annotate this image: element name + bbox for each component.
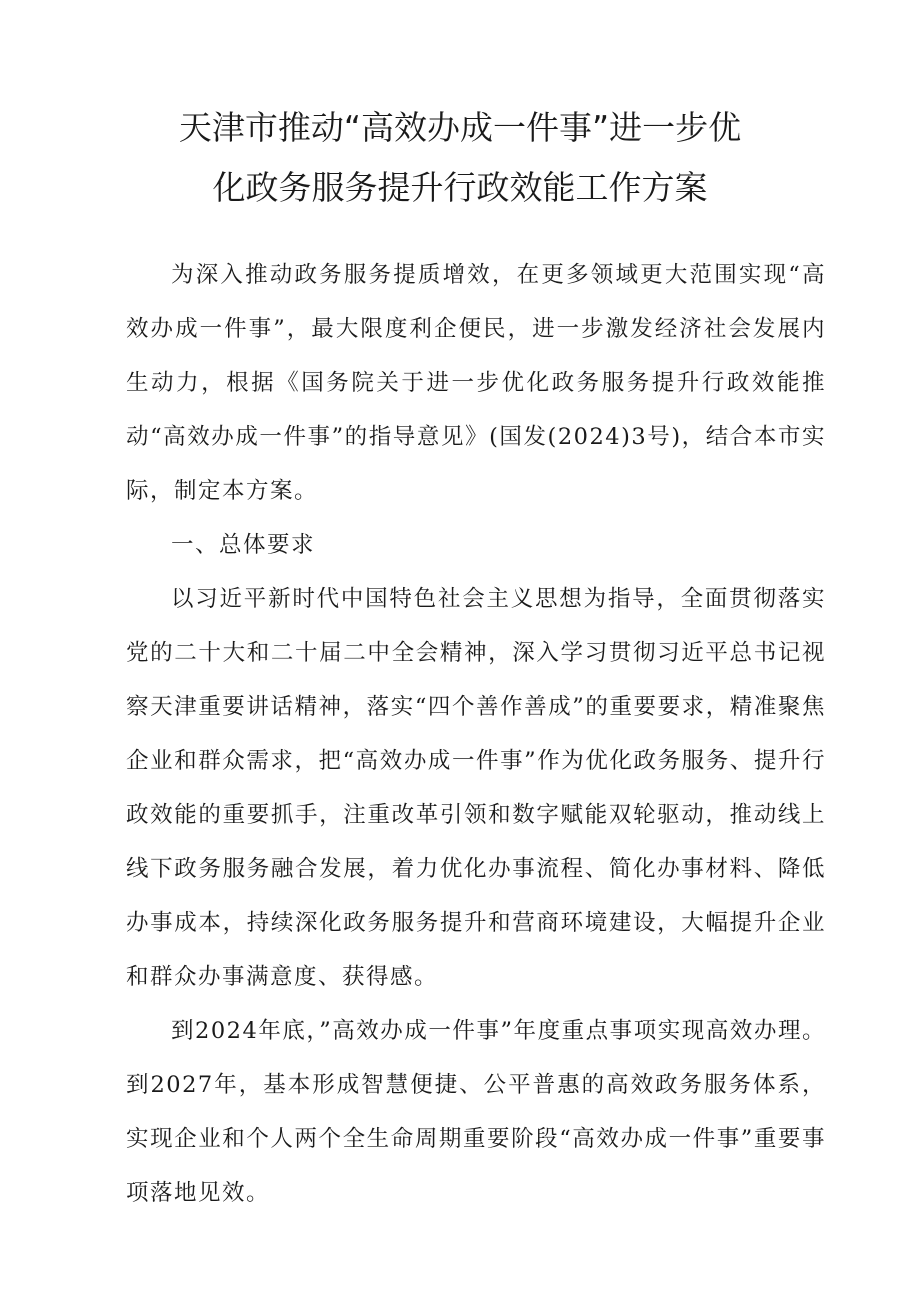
section-heading: 一、总体要求 bbox=[171, 532, 316, 558]
document-title bbox=[110, 98, 810, 218]
goals-paragraph: 到2024年底，”高效办成一件事”年度重点事项实现高效办理。到2027年，基本形成智慧便捷、公平普惠的高效政务服务体系，实现企业和个人两个全生命周期重要阶段“高效办成一件事”重要事项落地见效。 bbox=[126, 1018, 826, 1206]
title-line-1: 天津市推动“高效办成一件事”进一步优 bbox=[178, 108, 742, 147]
title-line-2: 化政务服务提升行政效能工作方案 bbox=[212, 168, 708, 207]
document-body bbox=[126, 248, 826, 1220]
intro-paragraph: 为深入推动政务服务提质增效，在更多领域更大范围实现“高效办成一件事”，最大限度利企便民，进一步激发经济社会发展内生动力，根据《国务院关于进一步优化政务服务提升行政效能推动“高效办成一件事”的指导意见》(国发(2024)3号)，结合本市实际，制定本方案。 bbox=[126, 262, 826, 504]
guiding-paragraph: 以习近平新时代中国特色社会主义思想为指导，全面贯彻落实党的二十大和二十届二中全会精神，深入学习贯彻习近平总书记视察天津重要讲话精神，落实“四个善作善成”的重要要求，精准聚焦企业和群众需求，把“高效办成一件事”作为优化政务服务、提升行政效能的重要抓手，注重改革引领和数字赋能双轮驱动，推动线上线下政务服务融合发展，着力优化办事流程、简化办事材料、降低办事成本，持续深化政务服务提升和营商环境建设，大幅提升企业和群众办事满意度、获得感。 bbox=[126, 586, 826, 990]
